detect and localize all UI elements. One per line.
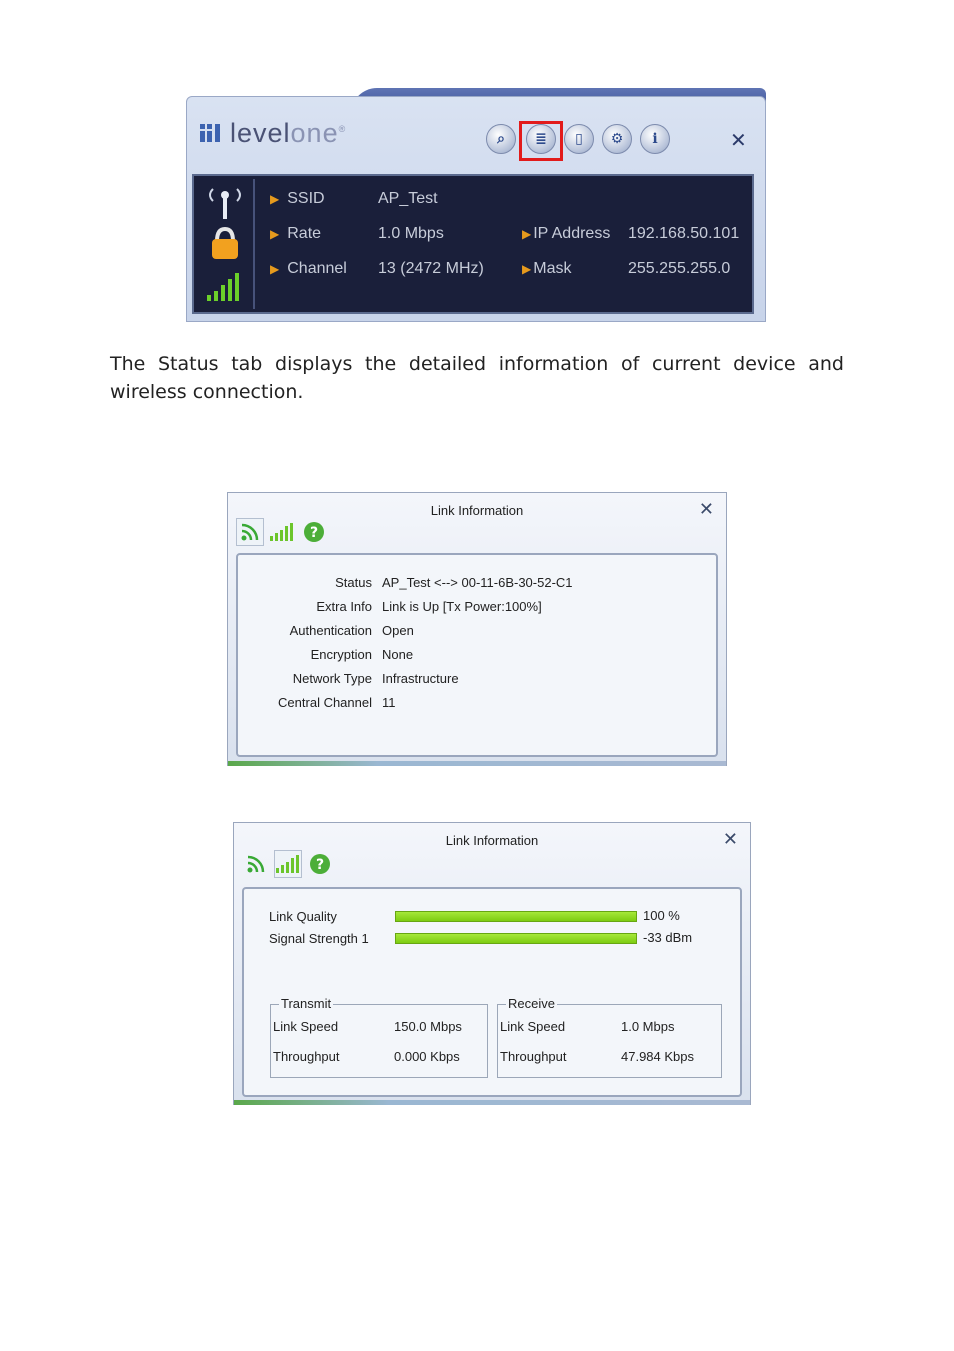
window-title: Link Information — [430, 503, 524, 518]
ip-address-value: 192.168.50.101 — [628, 225, 740, 242]
levelone-logo-icon — [200, 122, 222, 144]
transmit-throughput-label: Throughput — [273, 1049, 340, 1064]
bullet-arrow-icon: ▶ — [522, 262, 532, 276]
info-row-value: Infrastructure — [382, 671, 459, 686]
receive-throughput-value: 47.984 Kbps — [621, 1049, 695, 1064]
receive-link-speed-value: 1.0 Mbps — [621, 1019, 675, 1034]
link-info-tabs — [236, 517, 328, 547]
mask-label: ▶ Mask — [522, 260, 572, 277]
info-row-value: AP_Test <--> 00-11-6B-30-52-C1 — [382, 575, 573, 590]
antenna-lock-signal-icons — [197, 179, 253, 309]
settings-button[interactable] — [602, 124, 632, 154]
link-info-tabs — [242, 849, 334, 879]
ssid-label: ▶ SSID — [270, 190, 325, 207]
signal-strength-value: -33 dBm — [643, 930, 693, 945]
status-tab-description: The Status tab displays the detailed information of current device and wireless connection. — [110, 353, 844, 403]
info-icon: i — [652, 131, 658, 147]
info-row-key: Network Type — [292, 671, 372, 686]
brand-level: level — [230, 118, 291, 148]
brand-one: one — [290, 118, 339, 148]
levelone-utility-window — [186, 88, 768, 324]
brand-trademark: ® — [338, 124, 347, 134]
help-question-icon — [303, 521, 325, 543]
bullet-arrow-icon: ▶ — [270, 192, 280, 206]
signal-bars-icon — [207, 273, 239, 301]
rate-value: 1.0 Mbps — [378, 225, 444, 242]
transmit-link-speed-label: Link Speed — [273, 1019, 339, 1034]
close-button[interactable]: ✕ — [722, 829, 738, 850]
info-row — [238, 695, 708, 713]
transmit-link-speed-value: 150.0 Mbps — [394, 1019, 462, 1034]
svg-text:?: ? — [309, 525, 319, 541]
wireless-signal-icon — [240, 522, 260, 542]
channel-value: 13 (2472 MHz) — [378, 260, 484, 277]
gear-icon: ⚙ — [610, 131, 624, 147]
receive-link-speed-label: Link Speed — [500, 1019, 566, 1034]
channel-label: ▶ Channel — [270, 260, 347, 277]
info-row-key: Encryption — [310, 647, 372, 662]
bullet-arrow-icon: ▶ — [270, 262, 280, 276]
info-row-value: None — [382, 647, 414, 662]
info-row — [238, 671, 708, 689]
levelone-logo — [200, 118, 346, 149]
antenna-icon — [210, 189, 240, 219]
info-row-key: Status — [335, 575, 372, 590]
statistics-panel — [242, 887, 742, 1097]
info-row-key: Central Channel — [278, 695, 372, 710]
signal-bars-icon — [269, 522, 295, 542]
bullet-arrow-icon: ▶ — [270, 227, 280, 241]
signal-bars-icon — [275, 854, 301, 874]
tab-help[interactable] — [306, 850, 334, 878]
general-info-panel — [236, 553, 718, 757]
receive-group — [497, 996, 722, 1078]
signal-strength-bar — [395, 933, 637, 944]
info-row-value: Link is Up [Tx Power:100%] — [382, 599, 542, 614]
link-information-window-statistics — [233, 822, 751, 1105]
info-row-value: Open — [382, 623, 414, 638]
tab-statistics[interactable] — [274, 850, 302, 878]
profile-button[interactable] — [564, 124, 594, 154]
info-row — [238, 647, 708, 665]
info-row-key: Extra Info — [316, 599, 372, 614]
status-list-icon: ≣ — [535, 131, 547, 147]
info-row — [238, 599, 708, 617]
link-quality-bar — [395, 911, 637, 922]
profile-page-icon: ▯ — [575, 131, 583, 147]
ip-address-label: ▶ IP Address — [522, 225, 611, 242]
search-button[interactable] — [486, 124, 516, 154]
info-row-key: Authentication — [289, 623, 372, 638]
link-information-window-general — [227, 492, 727, 766]
transmit-throughput-value: 0.000 Kbps — [394, 1049, 460, 1064]
info-row — [238, 575, 708, 593]
transmit-group — [270, 996, 488, 1078]
transmit-legend: Transmit — [281, 996, 332, 1011]
tab-general[interactable] — [242, 850, 270, 878]
receive-legend: Receive — [508, 996, 555, 1011]
help-question-icon — [309, 853, 331, 875]
window-bottom-edge — [234, 1100, 750, 1105]
status-icon-column — [197, 179, 255, 309]
window-title: Link Information — [445, 833, 539, 848]
status-button-highlight — [519, 121, 563, 161]
link-quality-label: Link Quality — [269, 909, 337, 924]
connection-summary-panel — [192, 174, 754, 314]
info-row — [238, 623, 708, 641]
info-button[interactable] — [640, 124, 670, 154]
bullet-arrow-icon: ▶ — [522, 227, 532, 241]
tab-help[interactable] — [300, 518, 328, 546]
search-icon: ⌕ — [497, 131, 505, 147]
window-bottom-edge — [228, 761, 726, 766]
signal-strength-label: Signal Strength 1 — [269, 931, 369, 946]
tab-statistics[interactable] — [268, 518, 296, 546]
lock-icon — [212, 229, 238, 259]
receive-throughput-label: Throughput — [500, 1049, 567, 1064]
mask-value: 255.255.255.0 — [628, 260, 731, 277]
info-row-value: 11 — [382, 695, 396, 710]
svg-text:?: ? — [315, 857, 325, 873]
close-button[interactable]: ✕ — [698, 499, 714, 520]
link-quality-value: 100 % — [643, 908, 680, 923]
tab-general[interactable] — [236, 518, 264, 546]
ssid-value: AP_Test — [378, 190, 438, 207]
rate-label: ▶ Rate — [270, 225, 322, 242]
close-button[interactable]: ✕ — [730, 128, 747, 152]
wireless-signal-icon — [246, 854, 266, 874]
